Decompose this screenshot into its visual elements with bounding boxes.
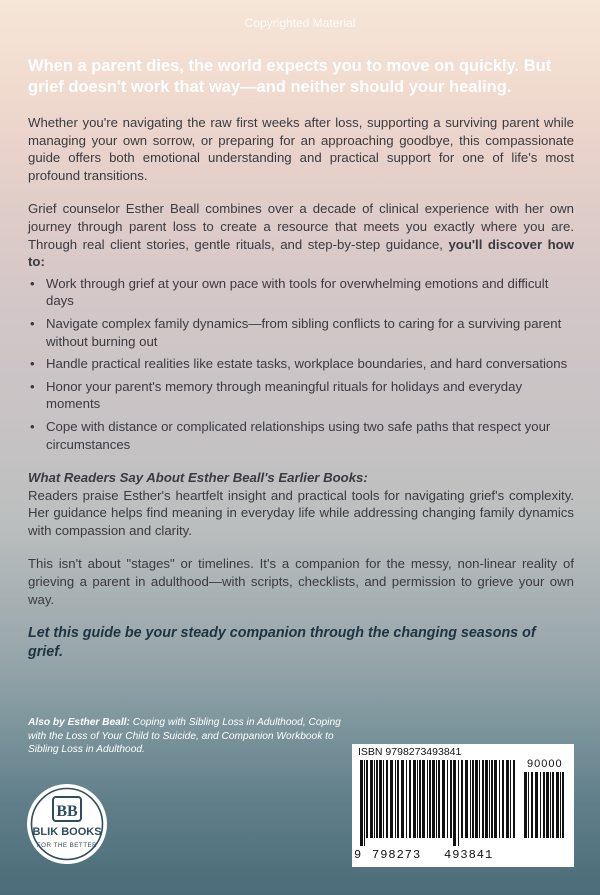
bullet-icon: • [30, 378, 35, 394]
barcode-bar [485, 760, 488, 838]
list-item [28, 355, 574, 373]
barcode-bar [513, 760, 515, 838]
publisher-seal-icon [26, 783, 108, 865]
list-item-text: Handle practical realities like estate tasks, workplace boundaries, and hard conversations [46, 356, 568, 372]
isbn-label: ISBN 9798273493841 [358, 746, 462, 758]
barcode-digit-lead: 9 [354, 848, 362, 862]
barcode-bar [401, 760, 404, 838]
barcode-bar [419, 760, 421, 838]
author-paragraph-text: Grief counselor Esther Beall combines over a decade of clinical experience with her own journey through parent loss to create a resource that meets you exactly where you are. Through real client stories, gentle rituals, and step-by-step guidance, [28, 201, 574, 252]
reviews-heading: What Readers Say About Esther Beall's Earlier Books: [28, 470, 368, 486]
also-by-lead: Also by Esther Beall: [28, 717, 130, 728]
publisher-logo [26, 783, 108, 865]
barcode-bar [450, 760, 452, 838]
barcode-bar [461, 760, 463, 838]
barcode-bar [432, 760, 435, 838]
author-paragraph-emphasis: you'll discover how to: [28, 236, 574, 270]
barcode-bar [422, 760, 425, 838]
barcode-bar [360, 760, 363, 846]
barcode-bar [374, 760, 375, 838]
publisher-monogram: BB [56, 803, 78, 820]
barcode-bar [531, 772, 533, 838]
list-item [28, 315, 574, 350]
barcode-bar [364, 760, 365, 846]
addon-barcode-bars [522, 772, 568, 846]
barcode-bar [556, 772, 559, 838]
back-cover-copy [28, 56, 574, 674]
barcode-bar [502, 760, 504, 838]
bullet-icon: • [30, 275, 35, 291]
intro-paragraph: Whether you're navigating the raw first weeks after loss, supporting a surviving parent while managing your own sorrow, or preparing for an approaching goodbye, this compassionate guide offers both emotional understanding and practical support for one of life's most profound transitions. [28, 115, 574, 183]
publisher-name: BLIK BOOKS [32, 826, 102, 838]
barcode-bar [438, 760, 440, 838]
price-code: 90000 [527, 758, 563, 770]
also-by-author [28, 716, 348, 757]
author-paragraph [28, 200, 574, 270]
also-by-titles: Coping with Sibling Loss in Adulthood, Coping with the Loss of Your Child to Suicide, and Companion Workbook to Sibling Loss in Adulthood. [28, 717, 341, 756]
barcode-bars [358, 760, 518, 846]
copyright-watermark: Copyrighted Material [244, 16, 356, 30]
barcode-bar [489, 760, 490, 838]
barcode-bar [540, 772, 541, 838]
bullet-icon: • [30, 356, 35, 372]
barcode-bar [506, 760, 509, 838]
barcode-bar [550, 772, 551, 838]
barcode-bar [429, 760, 431, 838]
barcode-bar [442, 760, 445, 838]
barcode-bar [465, 760, 468, 838]
barcode-bar [397, 760, 399, 838]
list-item-text: Navigate complex family dynamics—from sibling conflicts to caring for a surviving parent without burning out [46, 315, 562, 349]
list-item [28, 418, 574, 453]
barcode-bar [453, 760, 456, 846]
barcode-bar [560, 772, 561, 838]
publisher-tagline: FOR THE BETTER [36, 842, 98, 849]
barcode-bar [470, 760, 471, 838]
barcode-bar [417, 760, 418, 838]
barcode-bar [447, 760, 448, 838]
barcode-bar [379, 760, 382, 838]
barcode-digits-right: 493841 [444, 848, 494, 862]
barcode-bar [499, 760, 500, 838]
list-item-text: Work through grief at your own pace with tools for overwhelming emotions and difficult days [46, 275, 549, 309]
barcode-bar [482, 760, 484, 838]
barcode-bar [409, 760, 411, 838]
list-item [28, 275, 574, 310]
bullet-icon: • [30, 418, 35, 434]
barcode-bar [370, 760, 373, 838]
companion-paragraph: This isn't about "stages" or timelines. It's a companion for the messy, non-linear reality of grieving a parent in adulthood—with scripts, checklists, and permission to grieve your own way. [28, 556, 574, 607]
barcode-bar [546, 772, 549, 838]
barcode-bar [510, 760, 511, 838]
headline: When a parent dies, the world expects you to move on quickly. But grief doesn't work that way—and neither should your healing. [28, 57, 552, 96]
reviews-text: Readers praise Esther's heartfelt insight and practical tools for navigating grief's complexity. Her guidance helps find meaning in everyday life while addressing changing family dynamics with compassion and clarity. [28, 487, 574, 538]
barcode-bar [427, 760, 428, 838]
barcode-bar [366, 760, 368, 838]
barcode-bar [376, 760, 378, 838]
list-item-text: Cope with distance or complicated relationships using two safe paths that respect your circumstances [46, 418, 551, 452]
barcode-bar [406, 760, 407, 838]
isbn-barcode [352, 744, 574, 867]
barcode-bar [524, 772, 527, 838]
barcode-bar [436, 760, 437, 838]
barcode-bar [562, 772, 564, 838]
barcode-bar [494, 760, 497, 838]
barcode-bar [475, 760, 478, 838]
list-item-text: Honor your parent's memory through meaningful rituals for holidays and everyday moments [46, 378, 523, 412]
barcode-bar [458, 760, 459, 846]
barcode-bar [386, 760, 388, 838]
barcode-bar [395, 760, 396, 838]
barcode-bar [413, 760, 416, 838]
barcode-bar [472, 760, 474, 838]
bullet-icon: • [30, 315, 35, 331]
barcode-bar [552, 772, 554, 838]
closing-statement: Let this guide be your steady companion through the changing seasons of grief. [28, 625, 536, 661]
list-item [28, 378, 574, 413]
barcode-bar [535, 772, 538, 838]
barcode-bar [383, 760, 384, 838]
barcode-bar [491, 760, 493, 838]
barcode-digits-left: 798273 [372, 848, 422, 862]
benefits-list [28, 275, 574, 453]
barcode-bar [479, 760, 480, 838]
barcode-bar [390, 760, 393, 838]
barcode-bar [528, 772, 529, 838]
barcode-bar [543, 772, 545, 838]
